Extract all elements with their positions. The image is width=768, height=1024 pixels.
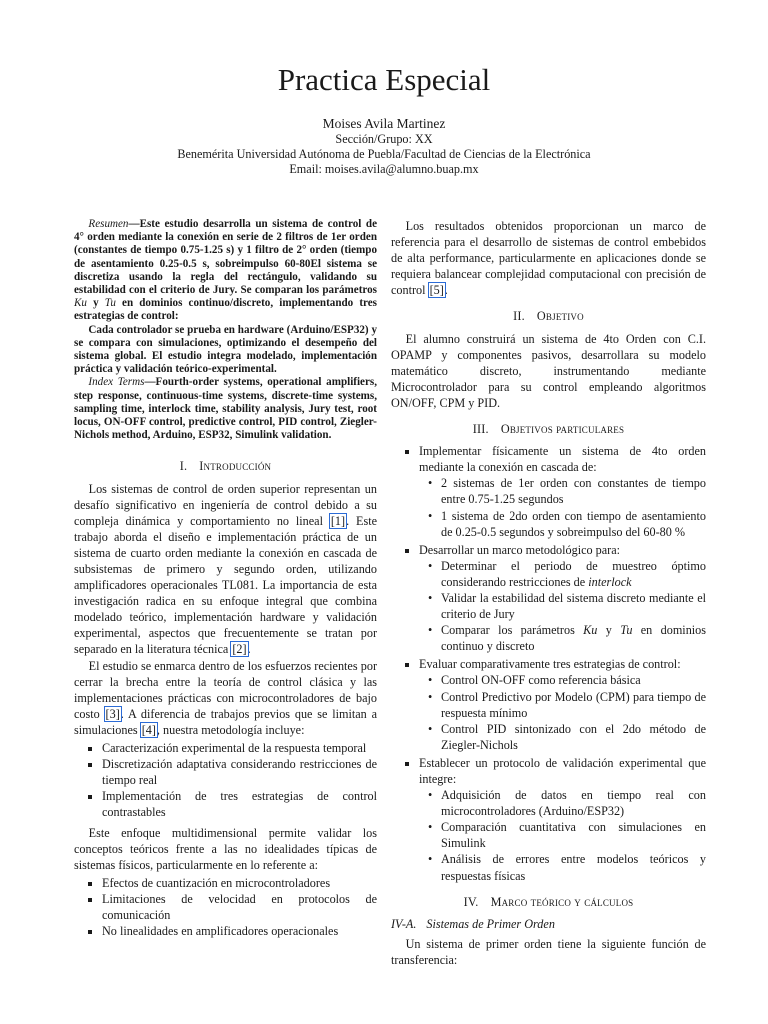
- sublist-item: • 1 sistema de 2do orden con tiempo de asentamiento de 0.25-0.5 segundos y sobreimpulso del 60-80 %: [419, 508, 706, 540]
- author-email: Email: moises.avila@alumno.buap.mx: [289, 162, 479, 177]
- abstract-paragraph: Cada controlador se prueba en hardware (Arduino/ESP32) y se compara con simulaciones, optimizando el desempeño del sistema global. El estudio integra modelado, implementación práctica y validación teórico-experimental.: [74, 323, 377, 376]
- section-heading-objetivos-particulares: III. Objetivos particulares: [472, 422, 625, 437]
- symbol-tu: Tu: [620, 623, 633, 638]
- objectives-list: [391, 443, 706, 884]
- abstract-paragraph: Resumen—Este estudio desarrolla un sistema de control de 4° orden mediante la conexión en serie de 2 filtros de 1er orden (constantes de tiempo 0.75-1.25 s) y 1 filtro de 2° orden (tiempo de asentamiento 0.25-0.5 s, sobreimpulso 60-80El sistema se discretiza usando la regla del rectángulo, validando su estabilidad con el criterio de Jury. Se comparan los parámetros Ku y Tu en dominios continuo/discreto, implementando tres estrategias de control:: [74, 218, 377, 323]
- symbol-ku: Ku: [583, 623, 598, 638]
- sublist-item: • Comparación cuantitativa con simulaciones en Simulink: [419, 819, 706, 851]
- citation-link[interactable]: [3]: [105, 706, 120, 721]
- results-paragraph: Los resultados obtenidos proporcionan un marco de referencia para el desarrollo de sistemas de control embebidos de alta performance, particularmente en aplicaciones donde se requiera balancear complejidad computacional con precisión de control [5].: [391, 219, 706, 298]
- list-item: Implementación de tres estrategias de control contrastables: [74, 788, 377, 820]
- section-group: Sección/Grupo: XX: [335, 132, 433, 146]
- methodology-list: [74, 740, 377, 820]
- sublist-item: • Análisis de errores entre modelos teóricos y respuestas físicas: [419, 851, 706, 883]
- objetivo-paragraph: El alumno construirá un sistema de 4to Orden con C.I. OPAMP y componentes pasivos, desarrollara su modelo matemático discreto, instrumentando mediante Microcontrolador para su control empleando algoritmos ON/OFF, CPM y PID.: [391, 331, 706, 410]
- sublist-item: • 2 sistemas de 1er orden con constantes de tiempo entre 0.75-1.25 segundos: [419, 475, 706, 507]
- intro-paragraph: El estudio se enmarca dentro de los esfuerzos recientes por cerrar la brecha entre la teoría de control clásica y las implementaciones prácticas con microcontroladores de bajo costo [3]. A diferencia de trabajos previos que se limitan a simulaciones [4], nuestra metodología incluye:: [74, 658, 377, 737]
- section-heading-marco-teorico: IV. Marco teórico y cálculos: [463, 894, 634, 909]
- intro-paragraph: Este enfoque multidimensional permite validar los conceptos teóricos frente a las no idealidades típicas de sistemas físicos, particularmente en lo referente a:: [74, 825, 377, 872]
- abstract-label: Resumen: [88, 218, 129, 230]
- intro-paragraph: Los sistemas de control de orden superior representan un desafío significativo en ingeniería de control debido a su compleja dinámica y comportamiento no lineal [1]. Este trabajo aborda el diseño e implementación práctica de un sistema de cuarto orden mediante la conexión en cascada de subsistemas de primero y segundo orden, utilizando amplificadores operacionales TL081. La importancia de esta investigación radica en su enfoque integral que combina modelado teórico, implementación hardware y validación experimental, aspectos que frecuentemente se tratan por separado en la literatura técnica [2].: [74, 481, 378, 657]
- list-item: Limitaciones de velocidad en protocolos de comunicación: [74, 891, 377, 923]
- sublist-item: • Comparar los parámetros Ku y Tu en dominios continuo y discreto: [419, 622, 706, 654]
- sublist-item: • Adquisición de datos en tiempo real con microcontroladores (Arduino/ESP32): [419, 787, 706, 819]
- sublist-item: • Control PID sintonizado con el 2do método de Ziegler-Nichols: [419, 721, 706, 753]
- sublist-item: • Validar la estabilidad del sistema discreto mediante el criterio de Jury: [419, 590, 706, 622]
- list-item: Desarrollar un marco metodológico para: • Determinar el periodo de muestreo óptimo considerando restricciones de interlock • Validar la estabilidad del sistema discreto mediante el criterio de Jury • Comparar los parámetros Ku y Tu en dominios continuo y discreto: [391, 542, 706, 655]
- sublist: [419, 672, 706, 752]
- paper-title: Practica Especial: [277, 62, 491, 97]
- citation-link[interactable]: [2]: [232, 642, 247, 657]
- section-heading-introduccion: I. Introducción: [179, 459, 272, 474]
- sublist-item: • Determinar el periodo de muestreo óptimo considerando restricciones de interlock: [419, 558, 706, 590]
- sublist: [419, 558, 706, 655]
- list-item: Establecer un protocolo de validación experimental que integre: • Adquisición de datos en tiempo real con microcontroladores (Arduino/ESP32) • Comparación cuantitativa con simulaciones en Simulink • Análisis de errores entre modelos teóricos y respuestas físicas: [391, 755, 706, 884]
- list-item: Implementar físicamente un sistema de 4to orden mediante la conexión en cascada de: • 2 sistemas de 1er orden con constantes de tiempo entre 0.75-1.25 segundos • 1 sistema de 2do orden con tiempo de asentamiento de 0.25-0.5 segundos y sobreimpulso del 60-80 %: [391, 443, 706, 540]
- author-name: Moises Avila Martinez: [322, 116, 446, 131]
- right-column: [391, 218, 706, 968]
- sublist-item: • Control ON-OFF como referencia básica: [419, 672, 706, 688]
- citation-link[interactable]: [5]: [429, 283, 444, 298]
- list-item: Efectos de cuantización en microcontroladores: [74, 875, 377, 891]
- list-item: Evaluar comparativamente tres estrategias de control: • Control ON-OFF como referencia básica • Control Predictivo por Modelo (CPM) para tiempo de respuesta mínimo • Control PID sintonizado con el 2do método de Ziegler-Nichols: [391, 656, 706, 753]
- sublist-item: • Control Predictivo por Modelo (CPM) para tiempo de respuesta mínimo: [419, 689, 706, 721]
- citation-link[interactable]: [4]: [141, 722, 156, 737]
- affiliation: Benemérita Universidad Autónoma de Puebla/Facultad de Ciencias de la Electrónica: [177, 147, 591, 162]
- paper-header: [0, 60, 768, 178]
- section-heading-objetivo: II. Objetivo: [513, 309, 584, 324]
- list-item: No linealidades en amplificadores operacionales: [74, 923, 377, 939]
- abstract: [74, 218, 377, 442]
- symbol-tu: Tu: [104, 297, 116, 310]
- subsection-heading-primer-orden: IV-A. Sistemas de Primer Orden: [391, 916, 555, 931]
- non-idealities-list: [74, 875, 377, 939]
- index-terms-label: Index Terms: [88, 376, 145, 389]
- term-interlock: interlock: [588, 574, 632, 589]
- list-item: Discretización adaptativa considerando restricciones de tiempo real: [74, 756, 377, 788]
- list-item: Caracterización experimental de la respuesta temporal: [74, 740, 377, 756]
- sublist: [419, 787, 706, 884]
- sublist: [419, 475, 706, 539]
- marco-paragraph: Un sistema de primer orden tiene la siguiente función de transferencia:: [391, 936, 706, 967]
- citation-link[interactable]: [1]: [330, 513, 346, 528]
- symbol-ku: Ku: [74, 297, 87, 310]
- index-terms: Index Terms—Fourth-order systems, operational amplifiers, step response, continuous-time systems, discrete-time systems, sampling time, interlock time, stability analysis, Jury test, root locus, ON-OFF control, predictive control, PID control, Ziegler-Nichols method, Arduino, ESP32, Simulink validation.: [74, 376, 377, 442]
- left-column: [74, 218, 377, 943]
